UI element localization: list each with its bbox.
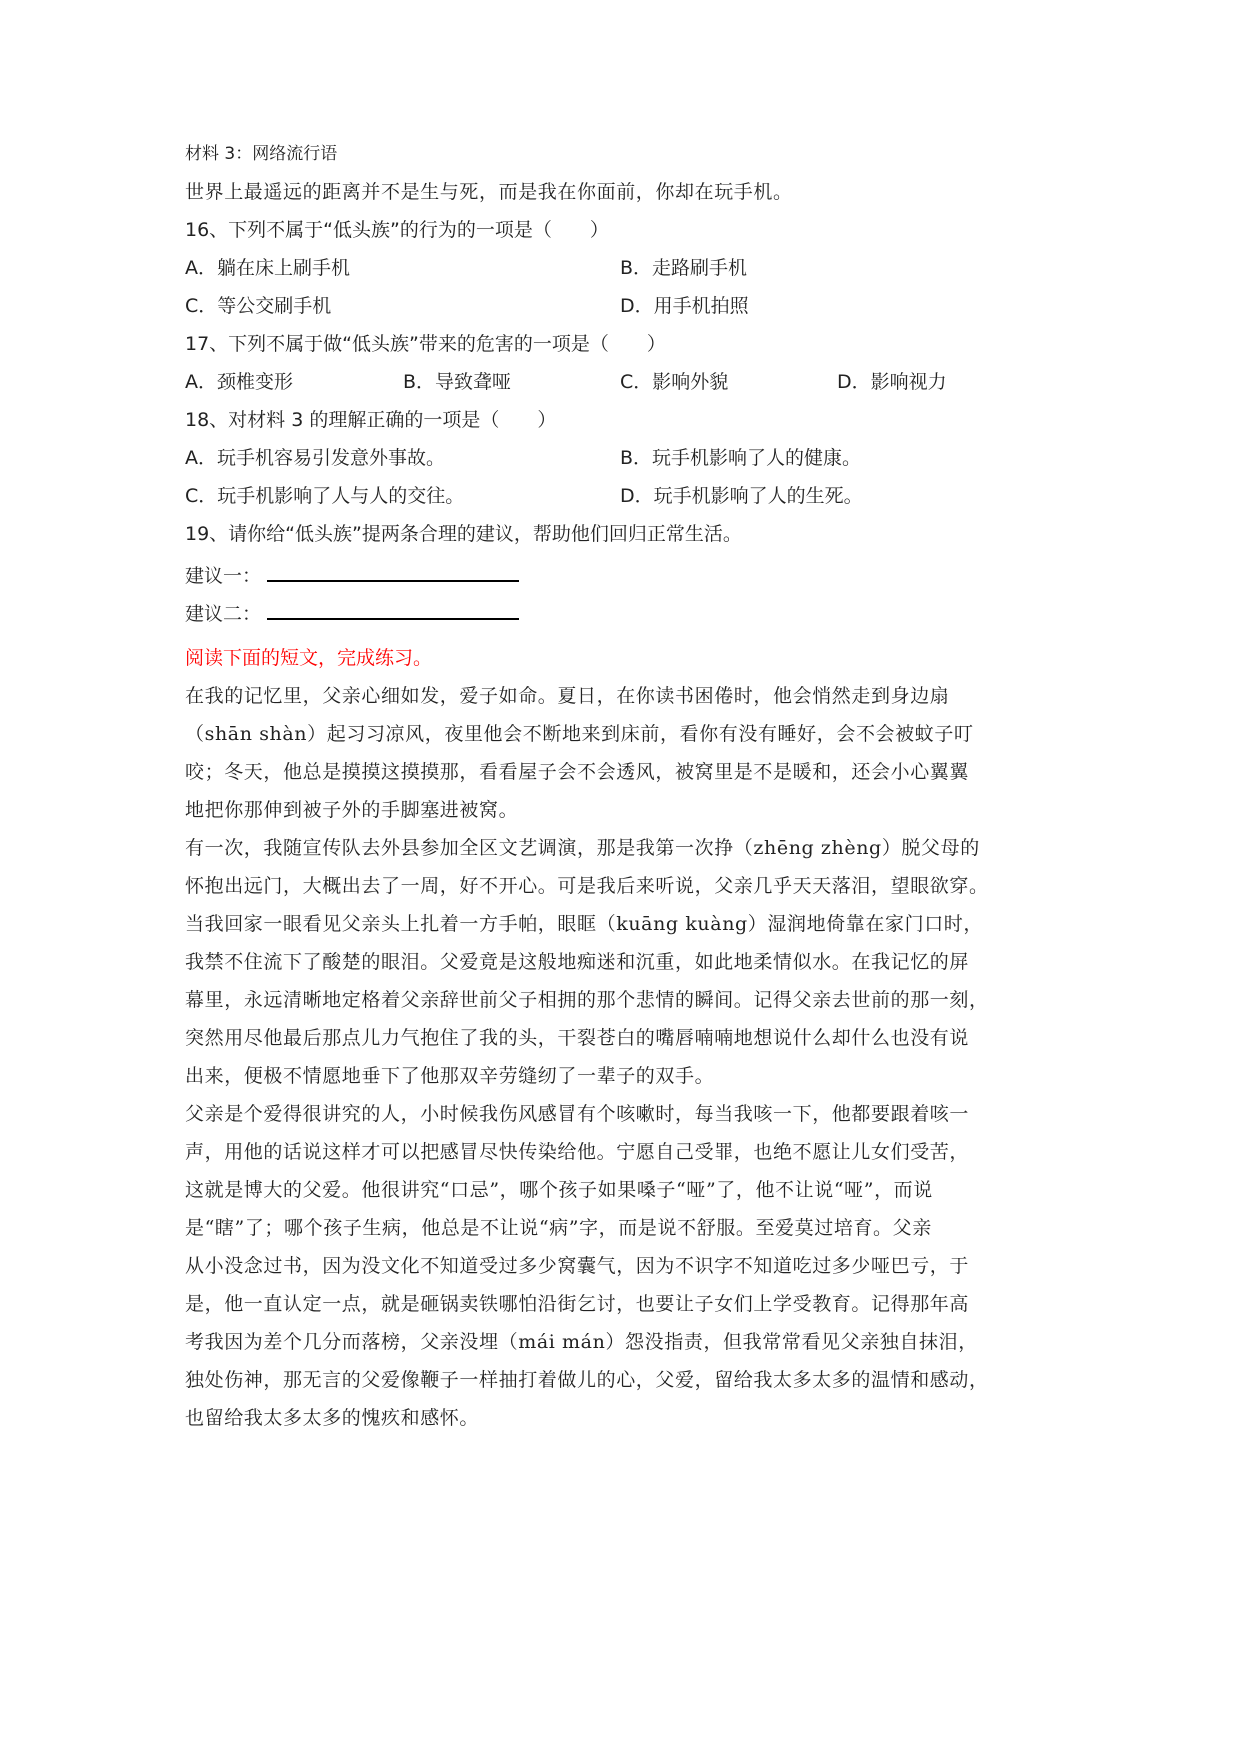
q16-option-d[interactable]: D．用手机拍照 (620, 295, 749, 317)
q17-option-c[interactable]: C．影响外貌 (620, 371, 729, 393)
passage-line: 这就是博大的父爱。他很讲究“口忌”，哪个孩子如果嗓子“哑”了，他不让说“哑”，而说 (185, 1179, 933, 1201)
passage-line: 幕里，永远清晰地定格着父亲辞世前父子相拥的那个悲情的瞬间。记得父亲去世前的那一刻， (185, 989, 989, 1011)
q18-option-a[interactable]: A．玩手机容易引发意外事故。 (185, 447, 445, 469)
passage-line: 当我回家一眼看见父亲头上扎着一方手帕，眼眶（kuāng kuàng）湿润地倚靠在家门口时， (185, 913, 983, 935)
suggestion-1-row (185, 560, 519, 588)
passage-line: 是，他一直认定一点，就是砸锅卖铁哪怕沿街乞讨，也要让子女们上学受教育。记得那年高 (185, 1293, 970, 1315)
suggestion-1-blank[interactable] (267, 560, 519, 582)
passage-line: 考我因为差个几分而落榜，父亲没埋（mái mán）怨没指责，但我常常看见父亲独自抹泪， (185, 1331, 978, 1353)
q16-option-a[interactable]: A．躺在床上刷手机 (185, 257, 350, 279)
passage-line: （shān shàn）起习习凉风，夜里他会不断地来到床前，看你有没有睡好，会不会被蚊子叮 (185, 723, 974, 745)
passage-line: 也留给我太多太多的愧疚和感怀。 (185, 1407, 480, 1429)
question-16-stem: 16、下列不属于“低头族”的行为的一项是（ ） (185, 219, 609, 241)
suggestion-2-label: 建议二： (185, 603, 262, 625)
q16-option-b[interactable]: B．走路刷手机 (620, 257, 748, 279)
q17-option-a[interactable]: A．颈椎变形 (185, 371, 293, 393)
reading-instruction: 阅读下面的短文，完成练习。 (185, 647, 433, 669)
passage-line: 怀抱出远门，大概出去了一周，好不开心。可是我后来听说，父亲几乎天天落泪，望眼欲穿。 (185, 875, 989, 897)
passage-line: 是“瞎”了；哪个孩子生病，他总是不让说“病”字，而是说不舒服。至爱莫过培育。父亲 (185, 1217, 932, 1239)
passage-line: 有一次，我随宣传队去外县参加全区文艺调演，那是我第一次挣（zhēng zhèng）脱父母的 (185, 837, 980, 859)
q17-option-d[interactable]: D．影响视力 (837, 371, 947, 393)
passage-line: 父亲是个爱得很讲究的人，小时候我伤风感冒有个咳嗽时，每当我咳一下，他都要跟着咳一 (185, 1103, 970, 1125)
passage-line: 从小没念过书，因为没文化不知道受过多少窝囊气，因为不识字不知道吃过多少哑巴亏，于 (185, 1255, 970, 1277)
suggestion-2-row (185, 598, 519, 626)
passage-line: 独处伤神，那无言的父爱像鞭子一样抽打着做儿的心，父爱，留给我太多太多的温情和感动， (185, 1369, 989, 1391)
passage-line: 在我的记忆里，父亲心细如发，爱子如命。夏日，在你读书困倦时，他会悄然走到身边扇 (185, 685, 950, 707)
q18-option-b[interactable]: B．玩手机影响了人的健康。 (620, 447, 862, 469)
question-19-stem: 19、请你给“低头族”提两条合理的建议，帮助他们回归正常生活。 (185, 523, 742, 545)
passage-line: 出来，便极不情愿地垂下了他那双辛劳缝纫了一辈子的双手。 (185, 1065, 715, 1087)
passage-line: 地把你那伸到被子外的手脚塞进被窝。 (185, 799, 519, 821)
suggestion-1-label: 建议一： (185, 565, 262, 587)
q18-option-c[interactable]: C．玩手机影响了人与人的交往。 (185, 485, 465, 507)
passage-line: 声，用他的话说这样才可以把感冒尽快传染给他。宁愿自己受罪，也绝不愿让儿女们受苦， (185, 1141, 970, 1163)
material-title: 材料 3：网络流行语 (185, 144, 338, 164)
q18-option-d[interactable]: D．玩手机影响了人的生死。 (620, 485, 863, 507)
material-quote: 世界上最遥远的距离并不是生与死，而是我在你面前，你却在玩手机。 (185, 181, 793, 203)
q16-option-c[interactable]: C．等公交刷手机 (185, 295, 332, 317)
question-17-stem: 17、下列不属于做“低头族”带来的危害的一项是（ ） (185, 333, 666, 355)
q17-option-b[interactable]: B．导致聋哑 (403, 371, 512, 393)
passage-line: 咬；冬天，他总是摸摸这摸摸那，看看屋子会不会透风，被窝里是不是暖和，还会小心翼翼 (185, 761, 970, 783)
passage-line: 我禁不住流下了酸楚的眼泪。父爱竟是这般地痴迷和沉重，如此地柔情似水。在我记忆的屏 (185, 951, 970, 973)
question-18-stem: 18、对材料 3 的理解正确的一项是（ ） (185, 409, 557, 431)
passage-line: 突然用尽他最后那点儿力气抱住了我的头，干裂苍白的嘴唇喃喃地想说什么却什么也没有说 (185, 1027, 970, 1049)
suggestion-2-blank[interactable] (267, 598, 519, 620)
